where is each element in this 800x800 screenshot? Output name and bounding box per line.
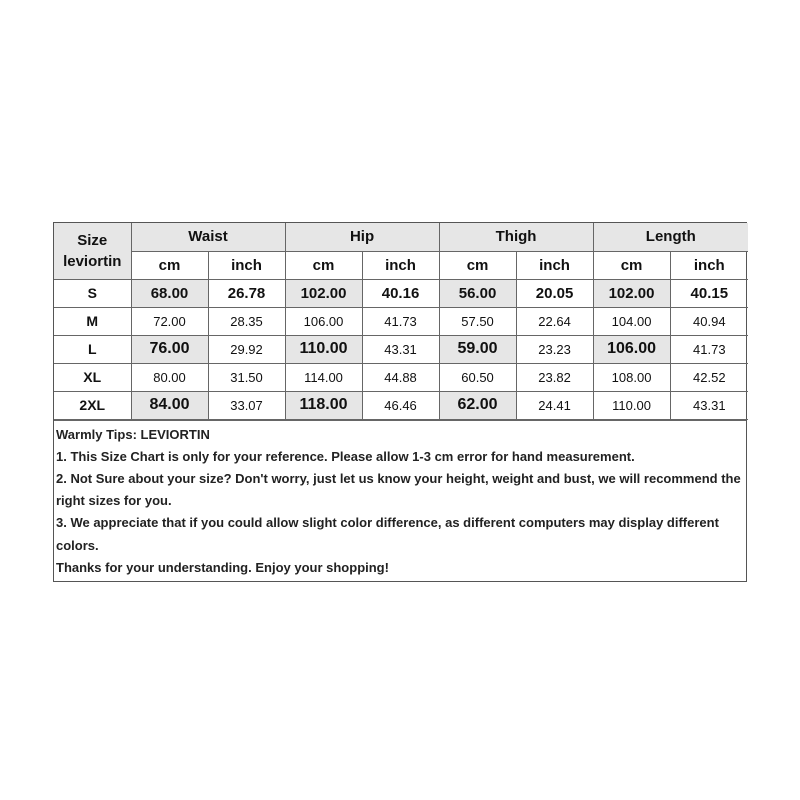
size-label: XL <box>54 363 131 391</box>
tips-section <box>54 420 746 581</box>
size-label: S <box>54 279 131 307</box>
table-cell: 40.94 <box>670 307 748 335</box>
table-cell: 44.88 <box>362 363 439 391</box>
table-cell: 43.31 <box>362 335 439 363</box>
table-row <box>54 363 748 391</box>
unit-header: cm <box>131 251 208 279</box>
table-cell: 33.07 <box>208 391 285 419</box>
table-cell: 114.00 <box>285 363 362 391</box>
table-cell: 72.00 <box>131 307 208 335</box>
table-cell: 28.35 <box>208 307 285 335</box>
table-row <box>54 391 748 419</box>
table-cell: 102.00 <box>593 279 670 307</box>
group-header-hip: Hip <box>285 223 439 251</box>
table-cell: 62.00 <box>439 391 516 419</box>
unit-header: cm <box>285 251 362 279</box>
tips-line-1: 1. This Size Chart is only for your reference. Please allow 1-3 cm error for hand measurement. <box>56 448 635 464</box>
unit-header: cm <box>439 251 516 279</box>
size-table <box>54 223 748 420</box>
table-cell: 40.16 <box>362 279 439 307</box>
group-header-waist: Waist <box>131 223 285 251</box>
table-cell: 41.73 <box>670 335 748 363</box>
table-cell: 80.00 <box>131 363 208 391</box>
tips-line-3: 3. We appreciate that if you could allow slight color difference, as different computers may display different colors. <box>56 515 719 553</box>
table-cell: 118.00 <box>285 391 362 419</box>
table-cell: 110.00 <box>285 335 362 363</box>
table-cell: 23.23 <box>516 335 593 363</box>
table-cell: 26.78 <box>208 279 285 307</box>
table-cell: 102.00 <box>285 279 362 307</box>
table-cell: 84.00 <box>131 391 208 419</box>
table-cell: 76.00 <box>131 335 208 363</box>
size-header-brand: leviortin <box>63 252 122 270</box>
tips-closing: Thanks for your understanding. Enjoy your shopping! <box>56 559 389 575</box>
table-cell: 110.00 <box>593 391 670 419</box>
table-cell: 43.31 <box>670 391 748 419</box>
unit-header: inch <box>670 251 748 279</box>
size-header-label: Size <box>77 231 108 249</box>
size-chart <box>53 222 747 582</box>
table-cell: 104.00 <box>593 307 670 335</box>
table-cell: 57.50 <box>439 307 516 335</box>
unit-header: cm <box>593 251 670 279</box>
unit-header: inch <box>362 251 439 279</box>
unit-header: inch <box>516 251 593 279</box>
size-header <box>54 223 131 279</box>
unit-header: inch <box>208 251 285 279</box>
tips-title: Warmly Tips: LEVIORTIN <box>56 426 210 442</box>
table-row <box>54 335 748 363</box>
table-row <box>54 307 748 335</box>
group-header-thigh: Thigh <box>439 223 593 251</box>
table-cell: 24.41 <box>516 391 593 419</box>
group-header-length: Length <box>593 223 748 251</box>
size-label: L <box>54 335 131 363</box>
table-cell: 20.05 <box>516 279 593 307</box>
size-label: M <box>54 307 131 335</box>
tips-line-2: 2. Not Sure about your size? Don't worry, just let us know your height, weight and bust, we will recommend the right sizes for you. <box>56 470 741 509</box>
table-cell: 22.64 <box>516 307 593 335</box>
table-cell: 29.92 <box>208 335 285 363</box>
table-cell: 23.82 <box>516 363 593 391</box>
table-cell: 106.00 <box>285 307 362 335</box>
table-cell: 40.15 <box>670 279 748 307</box>
size-label: 2XL <box>54 391 131 419</box>
table-cell: 59.00 <box>439 335 516 363</box>
table-cell: 60.50 <box>439 363 516 391</box>
table-cell: 68.00 <box>131 279 208 307</box>
table-cell: 31.50 <box>208 363 285 391</box>
table-cell: 106.00 <box>593 335 670 363</box>
table-row <box>54 279 748 307</box>
table-cell: 42.52 <box>670 363 748 391</box>
table-cell: 41.73 <box>362 307 439 335</box>
table-cell: 108.00 <box>593 363 670 391</box>
table-cell: 46.46 <box>362 391 439 419</box>
table-cell: 56.00 <box>439 279 516 307</box>
